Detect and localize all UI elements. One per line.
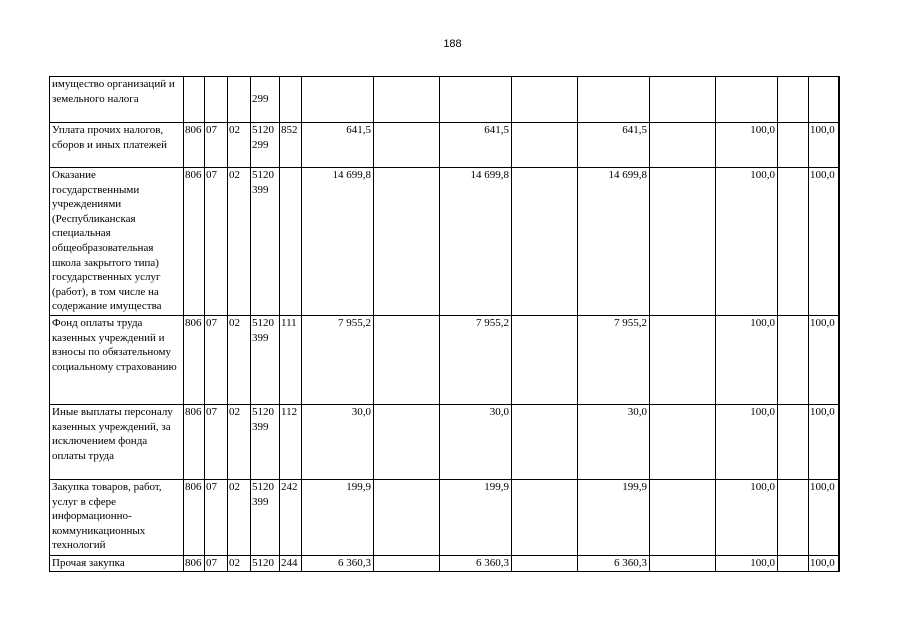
section-code: 07 — [205, 168, 228, 316]
empty-cell — [778, 77, 809, 123]
plan-value: 14 699,8 — [302, 168, 374, 316]
empty-cell — [778, 123, 809, 168]
percent-value-1: 100,0 — [716, 405, 778, 480]
expense-type-code — [280, 77, 302, 123]
plan-value: 7 955,2 — [302, 316, 374, 405]
empty-cell — [839, 123, 840, 168]
subsection-code: 02 — [228, 556, 251, 572]
target-code — [251, 480, 280, 556]
target-code — [251, 316, 280, 405]
percent-value-1 — [716, 77, 778, 123]
plan-value: 199,9 — [302, 480, 374, 556]
section-code: 07 — [205, 480, 228, 556]
empty-cell — [650, 480, 716, 556]
percent-value-2: 100,0 — [809, 168, 839, 316]
percent-value-2: 100,0 — [809, 556, 839, 572]
executed-value: 14 699,8 — [578, 168, 650, 316]
empty-cell — [374, 77, 440, 123]
target-code-main: 5120 — [252, 124, 274, 136]
empty-cell — [839, 405, 840, 480]
percent-value-2: 100,0 — [809, 480, 839, 556]
page-number: 188 — [443, 38, 462, 50]
table-row — [50, 556, 840, 572]
approved-value: 30,0 — [440, 405, 512, 480]
target-code-sub: 399 — [252, 420, 269, 433]
empty-cell — [778, 168, 809, 316]
empty-cell — [512, 316, 578, 405]
row-name: Иные выплаты персоналу казенных учреждений, за исключением фонда оплаты труда — [50, 405, 184, 480]
ministry-code: 806 — [184, 405, 205, 480]
empty-cell — [839, 480, 840, 556]
executed-value: 30,0 — [578, 405, 650, 480]
approved-value: 6 360,3 — [440, 556, 512, 572]
empty-cell — [374, 556, 440, 572]
expense-type-code: 111 — [280, 316, 302, 405]
approved-value: 14 699,8 — [440, 168, 512, 316]
section-code: 07 — [205, 123, 228, 168]
target-code-sub: 399 — [252, 331, 269, 344]
empty-cell — [778, 480, 809, 556]
empty-cell — [374, 123, 440, 168]
target-code — [251, 556, 280, 572]
empty-cell — [650, 123, 716, 168]
executed-value: 6 360,3 — [578, 556, 650, 572]
row-name: Оказание государственными учреждениями (Республиканская специальная общеобразовательная школа закрытого типа) государственных услуг (работ), в том числе на содержание имущества — [50, 168, 184, 316]
subsection-code — [228, 77, 251, 123]
target-code-main: 5120 — [252, 557, 274, 569]
empty-cell — [650, 316, 716, 405]
empty-cell — [512, 480, 578, 556]
table-row — [50, 405, 840, 480]
empty-cell — [650, 168, 716, 316]
empty-cell — [839, 556, 840, 572]
ministry-code: 806 — [184, 168, 205, 316]
plan-value: 641,5 — [302, 123, 374, 168]
empty-cell — [374, 480, 440, 556]
percent-value-1: 100,0 — [716, 480, 778, 556]
target-code-sub: 299 — [252, 138, 269, 151]
subsection-code: 02 — [228, 123, 251, 168]
row-name: Прочая закупка — [50, 556, 184, 572]
empty-cell — [512, 168, 578, 316]
empty-cell — [650, 556, 716, 572]
approved-value: 641,5 — [440, 123, 512, 168]
target-code-sub: 299 — [252, 92, 269, 105]
row-name: Фонд оплаты труда казенных учреждений и взносы по обязательному социальному страхованию — [50, 316, 184, 405]
percent-value-1: 100,0 — [716, 123, 778, 168]
target-code-sub: 399 — [252, 495, 269, 508]
row-name: имущество организаций и земельного налога — [50, 77, 184, 123]
target-code-sub: 399 — [252, 183, 269, 196]
table-row — [50, 123, 840, 168]
subsection-code: 02 — [228, 480, 251, 556]
approved-value — [440, 77, 512, 123]
expense-type-code: 112 — [280, 405, 302, 480]
percent-value-2: 100,0 — [809, 316, 839, 405]
executed-value: 7 955,2 — [578, 316, 650, 405]
target-code-main: 5120 — [252, 317, 274, 329]
row-name: Уплата прочих налогов, сборов и иных платежей — [50, 123, 184, 168]
empty-cell — [512, 77, 578, 123]
empty-cell — [839, 316, 840, 405]
table-row — [50, 168, 840, 316]
percent-value-2: 100,0 — [809, 123, 839, 168]
percent-value-1: 100,0 — [716, 556, 778, 572]
plan-value: 30,0 — [302, 405, 374, 480]
empty-cell — [512, 556, 578, 572]
section-code: 07 — [205, 405, 228, 480]
executed-value: 641,5 — [578, 123, 650, 168]
empty-cell — [512, 123, 578, 168]
empty-cell — [650, 405, 716, 480]
approved-value: 7 955,2 — [440, 316, 512, 405]
ministry-code: 806 — [184, 123, 205, 168]
empty-cell — [839, 168, 840, 316]
executed-value: 199,9 — [578, 480, 650, 556]
approved-value: 199,9 — [440, 480, 512, 556]
target-code-main: 5120 — [252, 169, 274, 181]
percent-value-1: 100,0 — [716, 168, 778, 316]
ministry-code: 806 — [184, 316, 205, 405]
expense-type-code — [280, 168, 302, 316]
expense-type-code: 852 — [280, 123, 302, 168]
executed-value — [578, 77, 650, 123]
percent-value-2: 100,0 — [809, 405, 839, 480]
empty-cell — [839, 77, 840, 123]
ministry-code: 806 — [184, 480, 205, 556]
target-code — [251, 123, 280, 168]
section-code — [205, 77, 228, 123]
section-code: 07 — [205, 556, 228, 572]
ministry-code: 806 — [184, 556, 205, 572]
target-code — [251, 168, 280, 316]
empty-cell — [374, 168, 440, 316]
empty-cell — [778, 316, 809, 405]
target-code-main: 5120 — [252, 481, 274, 493]
percent-value-2 — [809, 77, 839, 123]
empty-cell — [778, 556, 809, 572]
plan-value: 6 360,3 — [302, 556, 374, 572]
table-row — [50, 316, 840, 405]
subsection-code: 02 — [228, 316, 251, 405]
table-row — [50, 77, 840, 123]
table-row — [50, 480, 840, 556]
target-code-main: 5120 — [252, 406, 274, 418]
budget-table — [49, 76, 840, 572]
empty-cell — [374, 316, 440, 405]
section-code: 07 — [205, 316, 228, 405]
row-name: Закупка товаров, работ, услуг в сфере информационно-коммуникационных технологий — [50, 480, 184, 556]
target-code — [251, 77, 280, 123]
expense-type-code: 244 — [280, 556, 302, 572]
expense-type-code: 242 — [280, 480, 302, 556]
empty-cell — [512, 405, 578, 480]
empty-cell — [778, 405, 809, 480]
subsection-code: 02 — [228, 168, 251, 316]
percent-value-1: 100,0 — [716, 316, 778, 405]
plan-value — [302, 77, 374, 123]
target-code — [251, 405, 280, 480]
empty-cell — [374, 405, 440, 480]
empty-cell — [650, 77, 716, 123]
subsection-code: 02 — [228, 405, 251, 480]
ministry-code — [184, 77, 205, 123]
